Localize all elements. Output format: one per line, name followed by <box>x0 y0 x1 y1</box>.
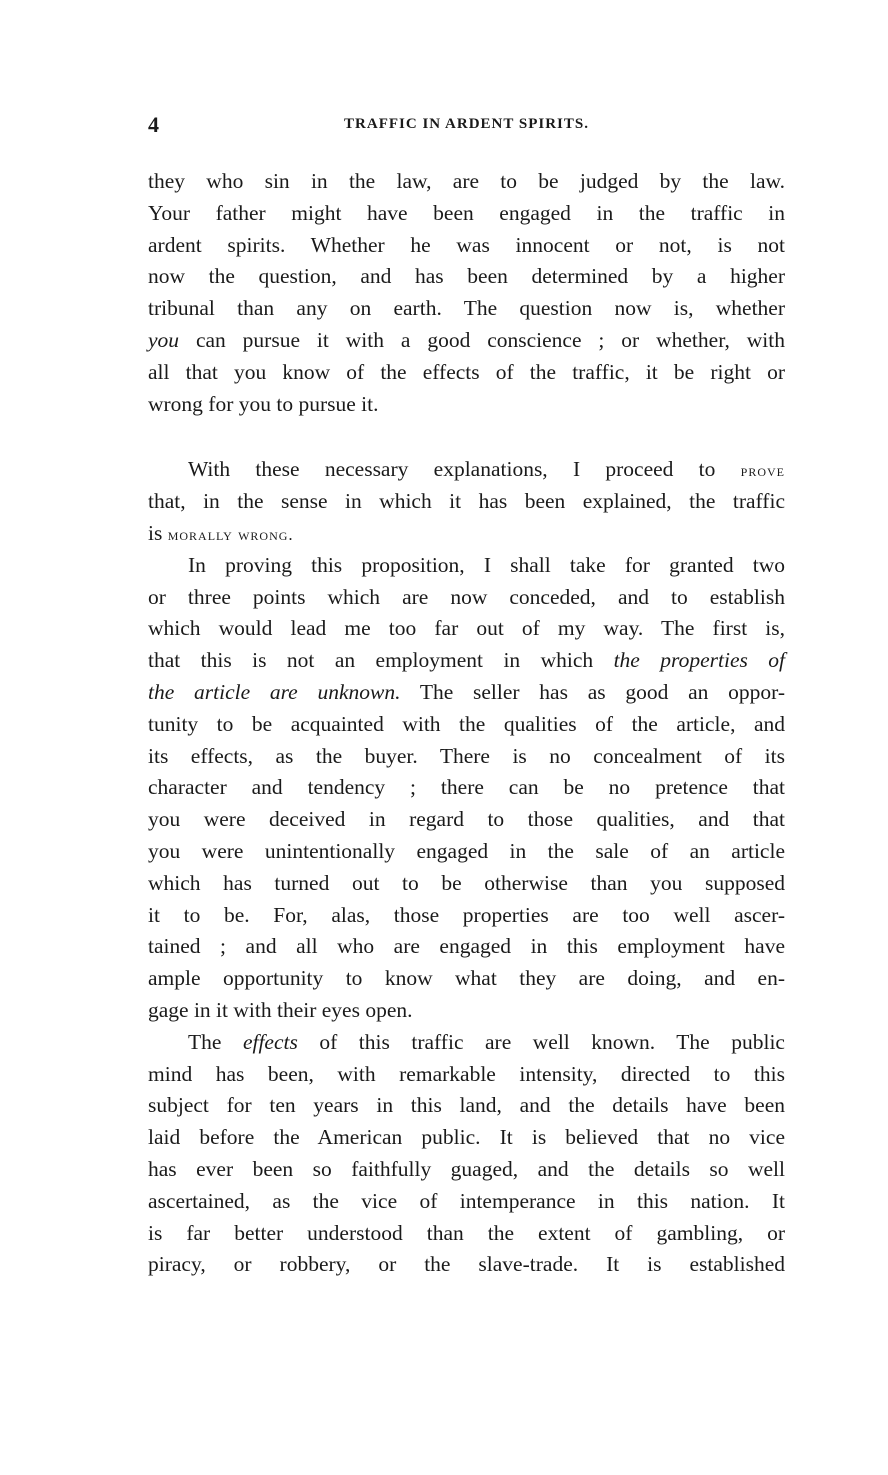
text-line: is morally wrong. <box>148 520 294 545</box>
paragraph-gap <box>148 420 785 454</box>
text-line: they who sin in the law, are to be judged by the law. <box>148 169 785 193</box>
text-line: tained ; and all who are engaged in this employment have <box>148 934 785 959</box>
text-line: you were unintentionally engaged in the sale of an article <box>148 838 785 863</box>
text-line: ascertained, as the vice of intemperance in this nation. It <box>148 1188 785 1213</box>
text-line: it to be. For, alas, those properties are too well ascer- <box>148 902 785 927</box>
text-line: piracy, or robbery, or the slave-trade. It is established <box>148 1252 785 1277</box>
text-line: all that you know of the effects of the traffic, it be right or <box>148 359 785 384</box>
paragraph-1 <box>148 166 785 420</box>
text-line: which has turned out to be otherwise than you supposed <box>148 870 785 895</box>
page-body <box>148 166 785 1281</box>
text-line: laid before the American public. It is believed that no vice <box>148 1125 785 1150</box>
text-line: or three points which are now conceded, and to establish <box>148 584 785 609</box>
text-line: tribunal than any on earth. The question now is, whether <box>148 296 785 321</box>
paragraph-3 <box>148 550 785 1027</box>
page-number: 4 <box>148 112 159 137</box>
paragraph-4 <box>148 1027 785 1281</box>
small-caps-text: morally wrong. <box>167 524 294 544</box>
text-line: ardent spirits. Whether he was innocent or not, is not <box>148 232 785 257</box>
text-line: that, in the sense in which it has been explained, the traffic <box>148 489 785 514</box>
text-line: now the question, and has been determined by a higher <box>148 264 785 289</box>
text-line: gage in it with their eyes open. <box>148 997 413 1022</box>
text-line: The effects of this traffic are well known. The public <box>188 1029 785 1054</box>
italic-emphasis: the properties of <box>613 648 786 673</box>
text-line: In proving this proposition, I shall take for granted two <box>188 552 785 577</box>
running-title: TRAFFIC IN ARDENT SPIRITS. <box>344 116 589 132</box>
paragraph-2 <box>148 454 785 549</box>
italic-emphasis: the article are unknown. <box>148 679 401 704</box>
text-line: tunity to be acquainted with the qualities of the article, and <box>148 711 785 736</box>
page-header <box>148 112 785 142</box>
text-line: you can pursue it with a good conscience ; or whether, with <box>148 327 785 352</box>
text-line: you were deceived in regard to those qualities, and that <box>148 807 785 832</box>
text-line: is far better understood than the extent of gambling, or <box>148 1220 785 1245</box>
text-line: With these necessary explanations, I proceed to prove <box>188 457 785 482</box>
italic-emphasis: you <box>148 327 180 352</box>
text-line: has ever been so faithfully guaged, and the details so well <box>148 1156 785 1181</box>
text-line: subject for ten years in this land, and the details have been <box>148 1093 785 1118</box>
text-line: wrong for you to pursue it. <box>148 391 379 416</box>
text-line: the article are unknown. The seller has as good an oppor- <box>148 679 785 704</box>
text-line: character and tendency ; there can be no pretence that <box>148 775 785 800</box>
text-line: which would lead me too far out of my way. The first is, <box>148 616 785 641</box>
text-line: its effects, as the buyer. There is no concealment of its <box>148 743 785 768</box>
italic-emphasis: effects <box>242 1029 298 1054</box>
small-caps-text: prove <box>740 461 785 481</box>
text-line: mind has been, with remarkable intensity, directed to this <box>148 1061 785 1086</box>
text-line: ample opportunity to know what they are doing, and en- <box>148 966 785 991</box>
text-line: that this is not an employment in which the properties of <box>148 648 786 673</box>
text-line: Your father might have been engaged in the traffic in <box>148 200 785 225</box>
